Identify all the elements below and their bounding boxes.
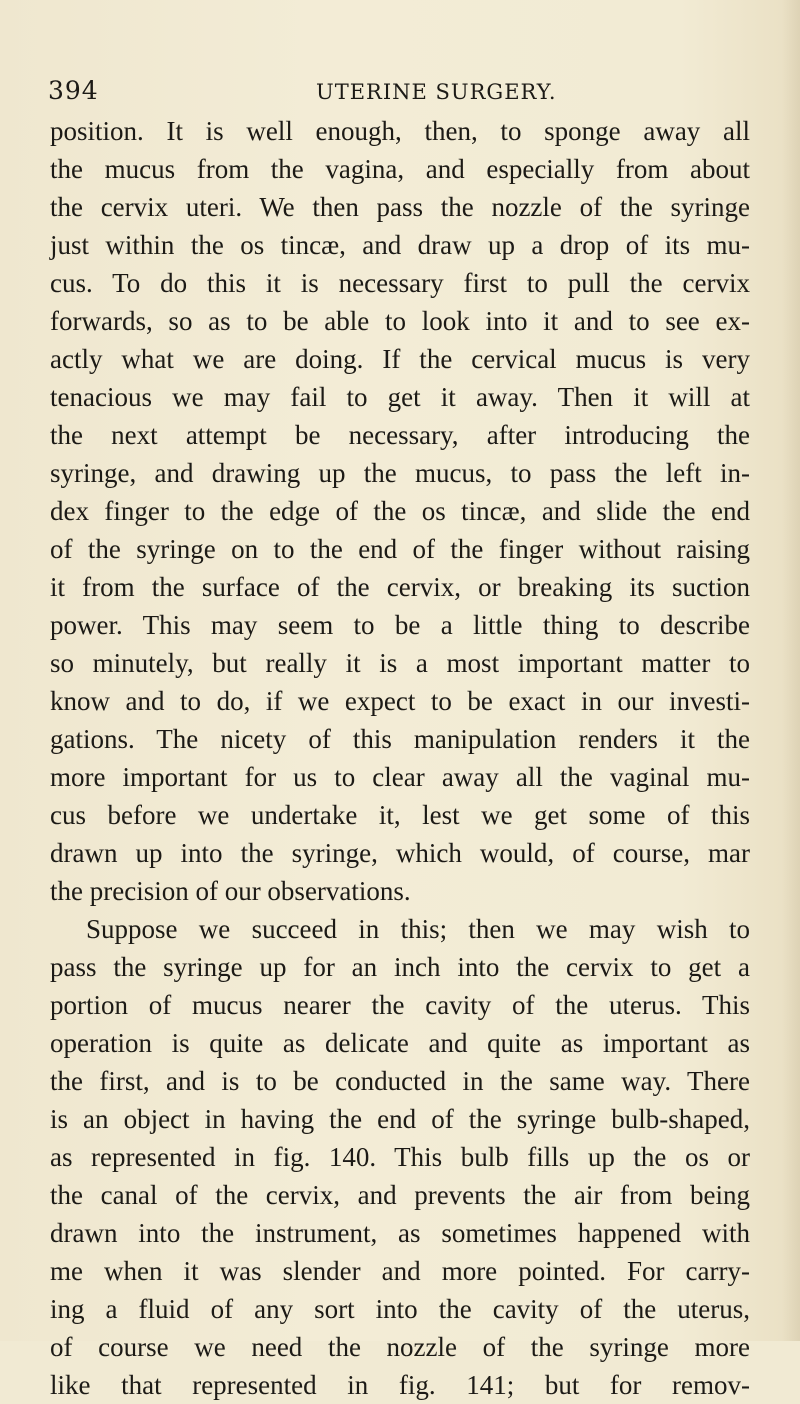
text-line: of the syringe on to the end of the finger without raising <box>50 534 750 564</box>
text-line: pass the syringe up for an inch into the cervix to get a <box>50 952 750 982</box>
text-line: more important for us to clear away all the vaginal mu- <box>50 762 750 792</box>
text-line: portion of mucus nearer the cavity of the uterus. This <box>50 990 750 1020</box>
body-text <box>50 112 750 1404</box>
text-line-paragraph-end: the precision of our observations. <box>50 876 411 906</box>
text-line-paragraph-start: Suppose we succeed in this; then we may wish to <box>86 914 750 944</box>
text-line: know and to do, if we expect to be exact in our investi- <box>50 686 750 716</box>
text-line: syringe, and drawing up the mucus, to pass the left in- <box>50 458 750 488</box>
text-line: power. This may seem to be a little thing to describe <box>50 610 750 640</box>
text-line: like that represented in fig. 141; but for remov- <box>50 1370 750 1400</box>
page-header <box>48 76 760 106</box>
text-line: ing a fluid of any sort into the cavity of the uterus, <box>50 1294 750 1324</box>
text-line: dex finger to the edge of the os tincæ, and slide the end <box>50 496 750 526</box>
text-line: is an object in having the end of the syringe bulb-shaped, <box>50 1104 750 1134</box>
text-line: of course we need the nozzle of the syringe more <box>50 1332 750 1362</box>
text-line: drawn into the instrument, as sometimes happened with <box>50 1218 750 1248</box>
running-head: UTERINE SURGERY. <box>316 80 557 104</box>
text-line: cus. To do this it is necessary first to pull the cervix <box>50 268 750 298</box>
text-line: the cervix uteri. We then pass the nozzle of the syringe <box>50 192 750 222</box>
text-line: gations. The nicety of this manipulation renders it the <box>50 724 750 754</box>
text-line: drawn up into the syringe, which would, of course, mar <box>50 838 750 868</box>
text-line: so minutely, but really it is a most important matter to <box>50 648 750 678</box>
text-line: me when it was slender and more pointed. For carry- <box>50 1256 750 1286</box>
text-line: forwards, so as to be able to look into it and to see ex- <box>50 306 750 336</box>
text-line: the next attempt be necessary, after introducing the <box>50 420 750 450</box>
text-line: position. It is well enough, then, to sponge away all <box>50 116 750 146</box>
text-line: it from the surface of the cervix, or breaking its suction <box>50 572 750 602</box>
text-line: cus before we undertake it, lest we get some of this <box>50 800 750 830</box>
text-line: as represented in fig. 140. This bulb fills up the os or <box>50 1142 750 1172</box>
text-line: actly what we are doing. If the cervical mucus is very <box>50 344 750 374</box>
page-edge-shadow <box>782 0 800 1341</box>
page-number: 394 <box>48 76 99 105</box>
text-line: tenacious we may fail to get it away. Then it will at <box>50 382 750 412</box>
text-line: the canal of the cervix, and prevents the air from being <box>50 1180 750 1210</box>
text-line: the mucus from the vagina, and especially from about <box>50 154 750 184</box>
text-line: the first, and is to be conducted in the same way. There <box>50 1066 750 1096</box>
text-line: just within the os tincæ, and draw up a drop of its mu- <box>50 230 750 260</box>
text-line: operation is quite as delicate and quite as important as <box>50 1028 750 1058</box>
